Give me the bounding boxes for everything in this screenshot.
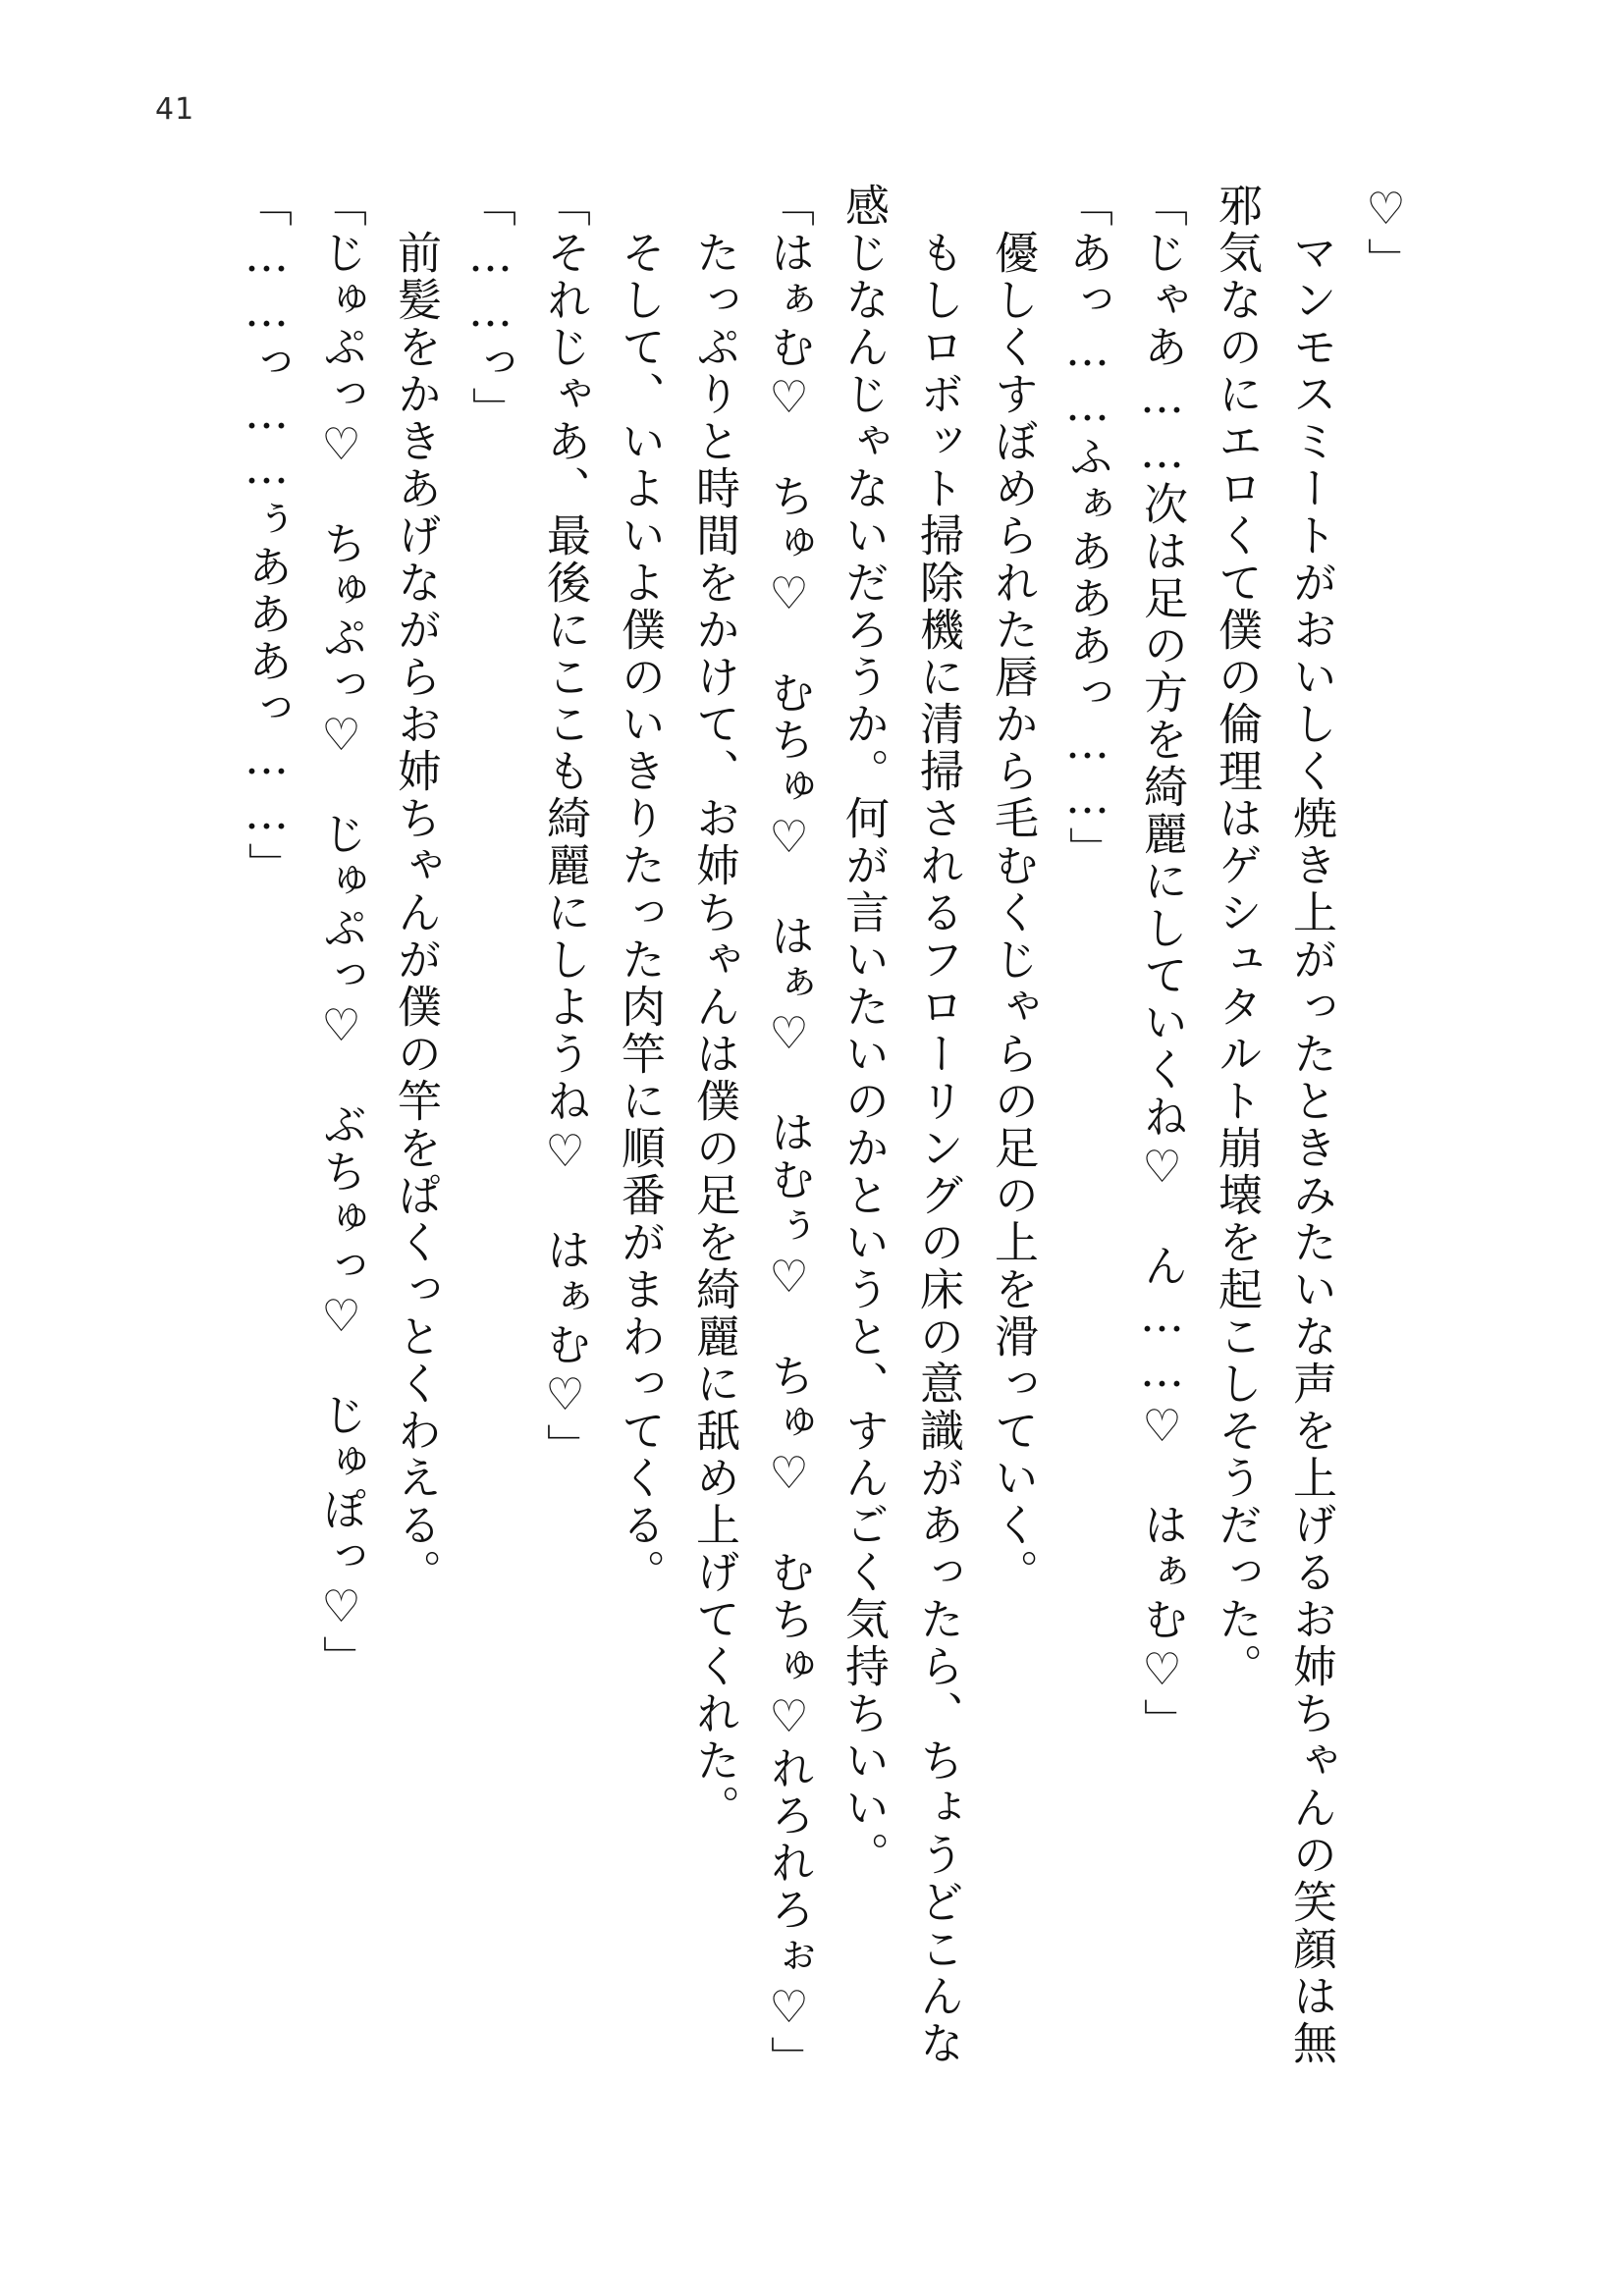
vertical-text-body [229, 183, 1423, 2111]
text-line: 「……っ……ぅあああっ……」 [241, 183, 293, 889]
text-line: 「それじゃあ、最後にここも綺麗にしようね♡ はぁむ♡」 [539, 183, 591, 1470]
text-line: 「あっ……ふぁあああっ……」 [1061, 183, 1113, 874]
text-line: そして、いよいよ僕のいきりたった肉竿に順番がまわってくる。 [614, 183, 666, 1596]
text-line: たっぷりと時間をかけて、お姉ちゃんは僕の足を綺麗に舐め上げてくれた。 [688, 183, 740, 1832]
text-line: 前髪をかきあげながらお姉ちゃんが僕の竿をぱくっとくわえる。 [390, 183, 442, 1596]
text-line: 「はぁむ♡ ちゅ♡ むちゅ♡ はぁ♡ はむぅ♡ ちゅ♡ むちゅ♡れろれろぉ♡」 [763, 183, 815, 2083]
text-line: 優しくすぼめられた唇から毛むくじゃらの足の上を滑っていく。 [987, 183, 1039, 1596]
text-line: 邪気なのにエロくて僕の倫理はゲシュタルト崩壊を起こしそうだった。 [1211, 183, 1263, 1690]
text-line: 「じゅぷっ♡ ちゅぷっ♡ じゅぷっ♡ ぶちゅっ♡ じゅぽっ♡」 [315, 183, 367, 1682]
text-line: 感じなんじゃないだろうか。何が言いたいのかというと、すんごく気持ちいい。 [838, 183, 890, 1879]
text-line: もしロボット掃除機に清掃されるフローリングの床の意識があったら、ちょうどこんな [912, 183, 964, 2067]
text-line: 「……っ」 [464, 183, 516, 434]
text-line: ♡」 [1360, 183, 1412, 285]
text-line: マンモスミートがおいしく焼き上がったときみたいな声を上げるお姉ちゃんの笑顔は無 [1285, 183, 1337, 2067]
text-line: 「じゃあ……次は足の方を綺麗にしていくね♡ ん……♡ はぁむ♡」 [1136, 183, 1188, 1745]
page-number: 41 [155, 92, 195, 127]
